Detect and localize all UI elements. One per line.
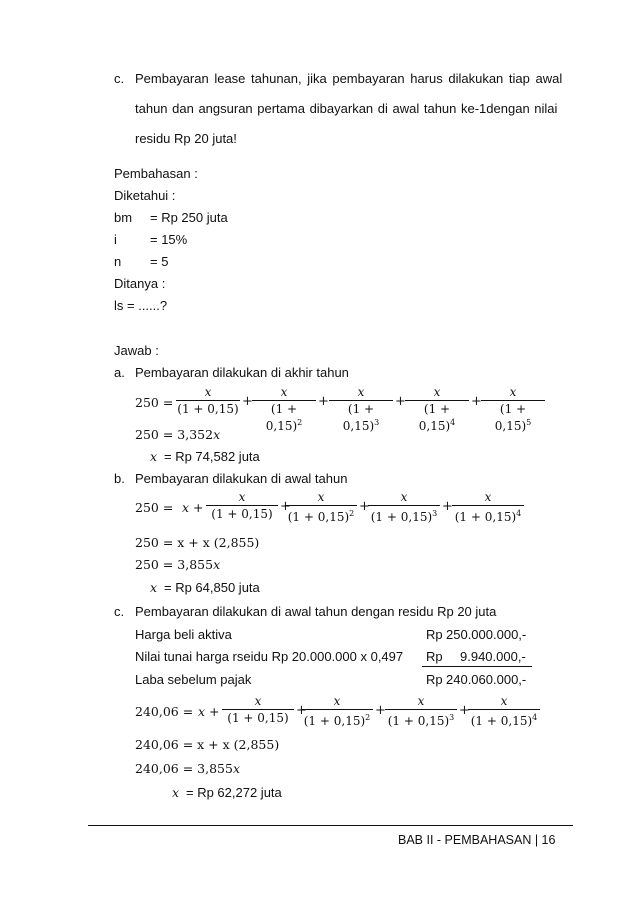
table-row-amount: 9.940.000,- [460, 649, 526, 664]
fraction-numerator: x [400, 490, 408, 504]
pembahasan-heading: Pembahasan : [114, 166, 198, 181]
fraction-bar [176, 400, 240, 401]
part-b-result: = Rp 64,850 juta [164, 580, 260, 595]
known-value-i: = 15% [150, 232, 188, 247]
plus-sign: + [280, 499, 291, 514]
part-c-result: = Rp 62,272 juta [186, 785, 282, 800]
part-c-lead: x + [198, 704, 220, 719]
fraction-bar [329, 400, 393, 401]
ls-question: ls = ......? [114, 298, 168, 313]
fraction-term [468, 694, 540, 728]
fraction-denominator: $(1 + 0,15)^4$ [454, 509, 522, 524]
part-b-title: Pembayaran dilakukan di awal tahun [135, 471, 348, 486]
fraction-term [481, 385, 545, 433]
ditanya-heading: Ditanya : [114, 276, 166, 291]
fraction-bar [206, 505, 278, 506]
part-a-title: Pembayaran dilakukan di akhir tahun [135, 365, 349, 380]
fraction-bar [301, 709, 373, 710]
plus-sign: + [459, 703, 470, 718]
subtotal-rule [422, 666, 532, 667]
fraction-bar [385, 709, 457, 710]
fraction-numerator: x [280, 385, 288, 399]
question-line-3: residu Rp 20 juta! [135, 131, 237, 146]
fraction-term [252, 385, 316, 433]
part-b-lhs: 250 = [135, 500, 174, 515]
fraction-term [329, 385, 393, 433]
fraction-term [176, 385, 240, 416]
fraction-bar [481, 400, 545, 401]
fraction-term [405, 385, 469, 433]
part-b-step2: 250 = 3,855x [135, 557, 221, 572]
fraction-numerator: x [500, 694, 508, 708]
fraction-bar [452, 505, 524, 506]
table-row-amount: 240.060.000,- [446, 672, 527, 687]
fraction-bar [222, 709, 294, 710]
table-row-label: Harga beli aktiva [135, 627, 232, 642]
page-footer: BAB II - PEMBAHASAN | 16 [398, 833, 556, 847]
part-b-lead: x + [182, 500, 204, 515]
fraction-denominator: (1 + 0,15) [211, 507, 273, 521]
part-b-marker: b. [114, 471, 125, 486]
fraction-numerator: x [417, 694, 425, 708]
part-a-step1: 250 = 3,352x [135, 427, 221, 442]
part-a-result-var: x [150, 449, 158, 464]
fraction-bar [405, 400, 469, 401]
fraction-term [285, 490, 357, 524]
fraction-denominator: $(1 + 0,15)^2$ [287, 509, 355, 524]
fraction-term [385, 694, 457, 728]
known-label-n: n [114, 254, 122, 269]
fraction-numerator: x [433, 385, 441, 399]
part-c-step2: 240,06 = 3,855x [135, 761, 241, 776]
known-label-i: i [114, 232, 117, 247]
fraction-denominator: (1 + 0,15) [227, 711, 289, 725]
fraction-numerator: x [484, 490, 492, 504]
part-c-step1: 240,06 = x + x (2,855) [135, 737, 280, 752]
plus-sign: + [359, 499, 370, 514]
fraction-numerator: x [254, 694, 262, 708]
fraction-bar [285, 505, 357, 506]
plus-sign: + [318, 394, 329, 409]
fraction-denominator: $(1 + 0,15)^3$ [370, 509, 438, 524]
question-marker: c. [114, 71, 125, 86]
footer-rule [88, 825, 573, 826]
fraction-bar [368, 505, 440, 506]
fraction-denominator: $(1 + 0,15)^2$ [303, 713, 371, 728]
plus-sign: + [296, 703, 307, 718]
table-row-currency: Rp [426, 649, 443, 664]
question-line-2: tahun dan angsuran pertama dibayarkan di awal tahun ke-1dengan nilai [135, 101, 558, 116]
fraction-numerator: x [333, 694, 341, 708]
fraction-numerator: x [204, 385, 212, 399]
part-a-result: = Rp 74,582 juta [164, 449, 260, 464]
part-c-result-var: x [172, 785, 180, 800]
plus-sign: + [242, 394, 253, 409]
table-row-label: Nilai tunai harga rseidu Rp 20.000.000 x 0,497 [135, 649, 404, 664]
part-c-title: Pembayaran dilakukan di awal tahun dengan residu Rp 20 juta [135, 604, 497, 619]
fraction-numerator: x [317, 490, 325, 504]
fraction-denominator: $(1 + 0,15)^2$ [265, 402, 303, 433]
fraction-numerator: x [357, 385, 365, 399]
table-row-label: Laba sebelum pajak [135, 672, 252, 687]
question-line-1: Pembayaran lease tahunan, jika pembayaran harus dilakukan tiap awal [135, 71, 563, 86]
fraction-bar [252, 400, 316, 401]
table-row-amount: 250.000.000,- [446, 627, 527, 642]
fraction-denominator: $(1 + 0,15)^3$ [342, 402, 380, 433]
plus-sign: + [471, 394, 482, 409]
fraction-term [206, 490, 278, 521]
plus-sign: + [395, 394, 406, 409]
known-value-bm: = Rp 250 juta [150, 210, 228, 225]
known-label-bm: bm [114, 210, 133, 225]
fraction-bar [468, 709, 540, 710]
plus-sign: + [375, 703, 386, 718]
fraction-term [368, 490, 440, 524]
fraction-denominator: $(1 + 0,15)^3$ [387, 713, 455, 728]
table-row-currency: Rp [426, 672, 443, 687]
fraction-denominator: $(1 + 0,15)^4$ [470, 713, 538, 728]
fraction-term [222, 694, 294, 725]
part-c-marker: c. [114, 604, 125, 619]
part-c-lhs: 240,06 = [135, 704, 194, 719]
part-a-lhs: 250 = [135, 395, 174, 410]
jawab-heading: Jawab : [114, 343, 159, 358]
fraction-denominator: (1 + 0,15) [177, 402, 239, 416]
fraction-term [452, 490, 524, 524]
fraction-denominator: $(1 + 0,15)^4$ [418, 402, 456, 433]
part-a-marker: a. [114, 365, 125, 380]
part-b-result-var: x [150, 580, 158, 595]
fraction-numerator: x [238, 490, 246, 504]
part-b-step1: 250 = x + x (2,855) [135, 535, 260, 550]
plus-sign: + [442, 499, 453, 514]
known-value-n: = 5 [150, 254, 169, 269]
table-row-currency: Rp [426, 627, 443, 642]
fraction-term [301, 694, 373, 728]
diketahui-heading: Diketahui : [114, 188, 176, 203]
fraction-denominator: $(1 + 0,15)^5$ [494, 402, 532, 433]
fraction-numerator: x [509, 385, 517, 399]
